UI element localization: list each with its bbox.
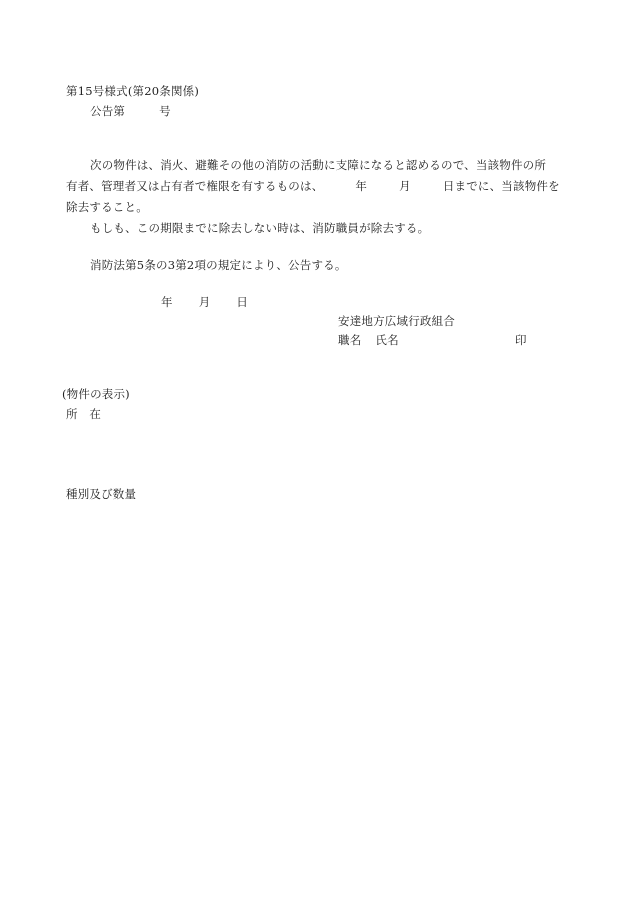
issuer-organization: 安達地方広域行政組合 <box>338 314 455 328</box>
issuer-name-label: 氏名 <box>375 333 399 347</box>
body-line-2 <box>66 177 560 195</box>
body-line-4: もしも、この期限までに除去しない時は、消防職員が除去する。 <box>90 221 430 235</box>
property-type-quantity-label: 種別及び数量 <box>66 487 137 501</box>
property-heading: (物件の表示) <box>62 387 130 401</box>
body-line-2-start: 有者、管理者又は占有者で権限を有するものは、 <box>66 179 324 193</box>
body-line-1: 次の物件は、消火、避難その他の消防の活動に支障になると認めるので、当該物件の所 <box>90 158 547 172</box>
notice-number-suffix: 号 <box>159 104 171 118</box>
issuer-title-name <box>338 331 399 349</box>
form-title: 第15号様式(第20条関係) <box>66 84 200 98</box>
seal-mark: 印 <box>515 333 527 347</box>
deadline-year-label: 年 <box>355 179 368 193</box>
issuer-title-label: 職名 <box>338 333 362 347</box>
body-line-5: 消防法第5条の3第2項の規定により、公告する。 <box>90 258 347 272</box>
date-row <box>161 293 248 311</box>
deadline-month-label: 月 <box>399 179 411 193</box>
property-location-label: 所 在 <box>66 407 102 421</box>
notice-number-prefix: 公告第 <box>90 104 126 118</box>
date-year-label: 年 <box>161 295 173 309</box>
body-line-3: 除去すること。 <box>66 200 148 214</box>
notice-number <box>90 102 171 120</box>
date-day-label: 日 <box>236 295 249 309</box>
body-line-2-end: 日までに、当該物件を <box>442 179 560 193</box>
date-month-label: 月 <box>198 295 211 309</box>
